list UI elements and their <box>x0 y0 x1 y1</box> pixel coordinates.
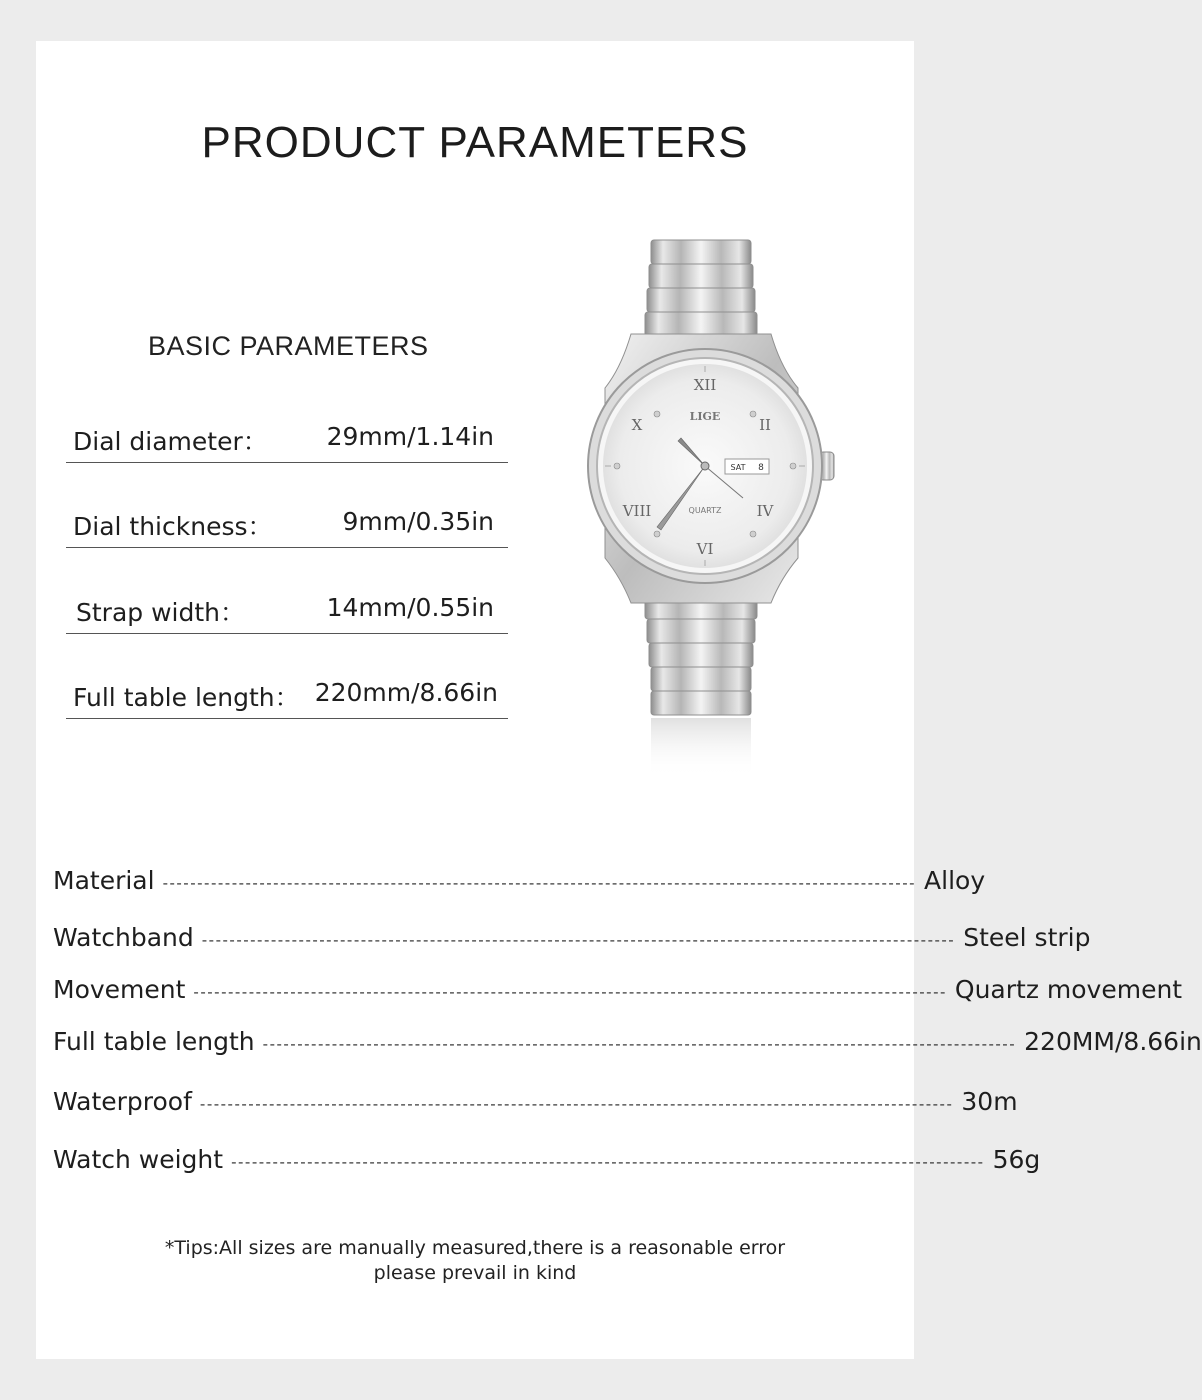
param-label: Full table length： <box>73 683 300 712</box>
dotted-leader: ------------------------------------------------------------------------------------------------------------- <box>162 874 917 892</box>
dotted-leader: ------------------------------------------------------------------------------------------------------------- <box>193 983 947 1001</box>
day-text: SAT <box>730 463 746 472</box>
spec-value: Steel strip <box>963 922 1091 952</box>
numeral-4: IV <box>756 502 774 520</box>
watch-illustration <box>583 238 838 798</box>
dotted-leader: ------------------------------------------------------------------------------------------------------------- <box>199 1095 954 1113</box>
spec-row-waterproof <box>53 1083 1018 1119</box>
spec-row-material <box>53 862 986 898</box>
watch-image <box>583 238 838 798</box>
param-value: 14mm/0.55in <box>326 593 494 622</box>
upper-strap <box>645 240 757 336</box>
spec-row-movement <box>53 971 1183 1007</box>
param-label: Dial thickness： <box>73 512 273 541</box>
numeral-12: XII <box>693 376 717 394</box>
page-title: PRODUCT PARAMETERS <box>201 118 749 167</box>
spec-row-watch-weight <box>53 1141 1041 1177</box>
tips-line-2: please prevail in kind <box>373 1262 577 1284</box>
param-label: Strap width： <box>76 598 245 627</box>
numeral-2: II <box>759 416 771 434</box>
param-label: Dial diameter： <box>73 427 268 456</box>
param-value: 220mm/8.66in <box>314 678 498 707</box>
spec-value: 56g <box>992 1144 1041 1174</box>
numeral-8: VIII <box>622 502 652 520</box>
dotted-leader: ------------------------------------------------------------------------------------------------------------- <box>201 931 956 949</box>
spec-label: Watchband <box>53 922 194 952</box>
param-row-full-table-length <box>66 674 508 719</box>
spec-label: Waterproof <box>53 1086 192 1116</box>
spec-value: Quartz movement <box>954 974 1183 1004</box>
param-row-dial-thickness <box>66 503 508 548</box>
spec-value: Alloy <box>924 865 986 895</box>
param-row-strap-width <box>66 589 508 634</box>
dotted-leader: ------------------------------------------------------------------------------------------------------------- <box>262 1035 1017 1053</box>
dial-quartz-text: QUARTZ <box>688 506 722 515</box>
brand-logo: LIGE <box>689 410 721 423</box>
spec-row-full-table-length <box>53 1023 1202 1059</box>
param-value: 9mm/0.35in <box>342 507 494 536</box>
numeral-6: VI <box>696 540 714 558</box>
spec-row-watchband <box>53 919 1091 955</box>
param-value: 29mm/1.14in <box>326 422 494 451</box>
numeral-10: X <box>631 416 643 434</box>
tips-line-1: *Tips:All sizes are manually measured,there is a reasonable error <box>164 1237 786 1259</box>
spec-value: 220MM/8.66in <box>1024 1026 1202 1056</box>
basic-parameters-heading: BASIC PARAMETERS <box>148 331 429 361</box>
spec-value: 30m <box>961 1086 1018 1116</box>
spec-label: Watch weight <box>53 1144 224 1174</box>
param-row-dial-diameter <box>66 418 508 463</box>
spec-label: Movement <box>53 974 186 1004</box>
lower-strap <box>645 593 757 778</box>
tips-note <box>0 1236 950 1286</box>
spec-label: Full table length <box>53 1026 255 1056</box>
spec-label: Material <box>53 865 155 895</box>
date-text: 8 <box>758 463 764 473</box>
dotted-leader: ------------------------------------------------------------------------------------------------------------- <box>231 1153 985 1171</box>
